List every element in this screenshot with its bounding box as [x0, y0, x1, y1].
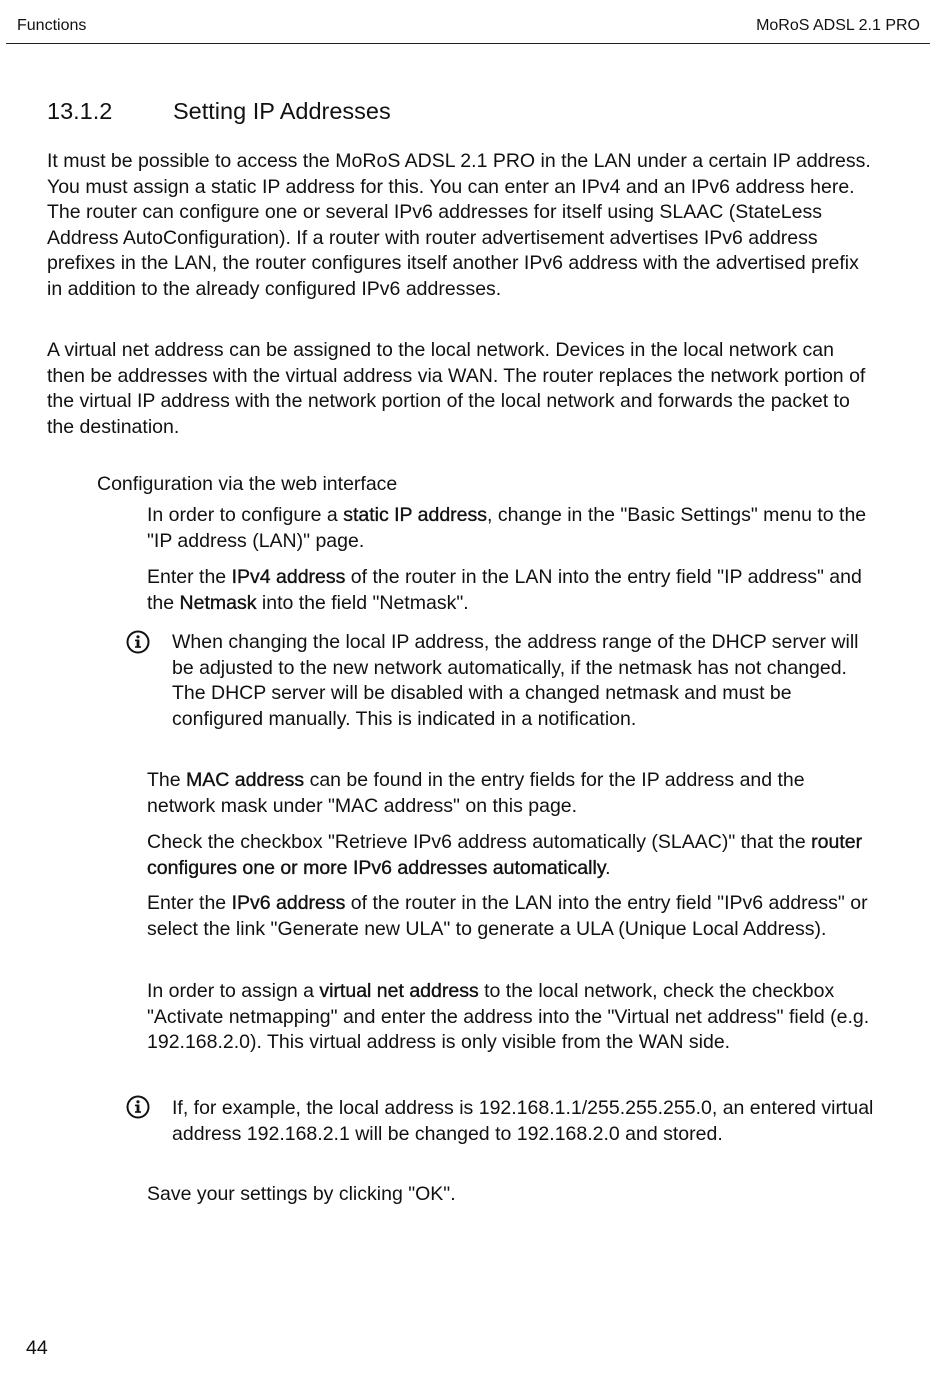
text: Check the checkbox "Retrieve IPv6 address automatically (SLAAC)" that the	[147, 831, 812, 853]
config-heading: Configuration via the web interface	[97, 473, 398, 495]
page-number: 44	[26, 1337, 48, 1359]
text: to the local network, check the checkbox "Activate netmapping" and enter the address into the "Virtual net address" field (e.g. 192.168.2.0). This virtual address is only visible from the WAN side.	[147, 980, 870, 1053]
bold-term: static IP address	[343, 504, 487, 526]
section-title: Setting IP Addresses	[173, 98, 391, 124]
bold-term: router configures one or more IPv6 addresses automatically	[147, 831, 863, 879]
text: of the router in the LAN into the entry field "IP address" and the	[147, 566, 862, 614]
bold-term: IPv6 address	[231, 892, 346, 914]
bold-term: IPv4 address	[231, 566, 346, 588]
config-paragraph-static-ip	[147, 503, 877, 554]
text: In order to assign a	[147, 980, 320, 1002]
info-icon	[126, 1095, 150, 1119]
config-paragraph-ipv4	[147, 565, 877, 616]
intro-paragraph-2: A virtual net address can be assigned to the local network. Devices in the local network can then be addresses with the virtual address via WAN. The router replaces the network portion of the virtual IP address with the network portion of the local network and forwards the packet to the destination.	[47, 339, 866, 438]
note-dhcp: When changing the local IP address, the address range of the DHCP server will be adjusted to the new network automatically, if the netmask has not changed. The DHCP server will be disabled with a changed netmask and must be configured manually. This is indicated in a notification.	[172, 631, 859, 730]
intro-paragraph-1: It must be possible to access the MoRoS ADSL 2.1 PRO in the LAN under a certain IP address. You must assign a static IP address for this. You can enter an IPv4 and an IPv6 address here. The router can configure one or several IPv6 addresses for itself using SLAAC (StateLess Address AutoConfiguration). If a router with router advertisement advertises IPv6 address prefixes in the LAN, the router configures itself another IPv6 address with the advertised prefix in addition to the already configured IPv6 addresses.	[47, 150, 871, 300]
config-paragraph-mac	[147, 768, 877, 819]
header-chapter: Functions	[17, 17, 87, 34]
config-paragraph-save: Save your settings by clicking "OK".	[147, 1183, 456, 1205]
header-product: MoRoS ADSL 2.1 PRO	[756, 17, 920, 34]
bold-term: Netmask	[179, 591, 257, 614]
config-paragraph-slaac	[147, 830, 877, 881]
text: can be found in the entry fields for the IP address and the network mask under "MAC address" on this page.	[147, 769, 805, 817]
text: Enter the	[147, 566, 232, 588]
text: , change in the "Basic Settings" menu to the "IP address (LAN)" page.	[147, 504, 867, 552]
text: Enter the	[147, 892, 232, 914]
page-header	[6, 14, 930, 44]
text: .	[605, 856, 611, 879]
text: In order to configure a	[147, 504, 344, 526]
bold-term: MAC address	[186, 769, 305, 791]
note-virtual-address: If, for example, the local address is 192.168.1.1/255.255.255.0, an entered virtual address 192.168.2.1 will be changed to 192.168.2.0 and stored.	[172, 1097, 874, 1145]
text: into the field "Netmask".	[256, 591, 469, 614]
bold-term: virtual net address	[319, 980, 479, 1002]
section-heading	[47, 98, 391, 125]
text: The	[147, 769, 187, 791]
info-icon	[126, 630, 150, 654]
config-paragraph-ipv6	[147, 891, 877, 942]
section-number: 13.1.2	[47, 98, 113, 124]
config-paragraph-virtual-net	[147, 979, 877, 1056]
text: of the router in the LAN into the entry field "IPv6 address" or select the link "Generate new ULA" to generate a ULA (Unique Local Address).	[147, 892, 868, 940]
